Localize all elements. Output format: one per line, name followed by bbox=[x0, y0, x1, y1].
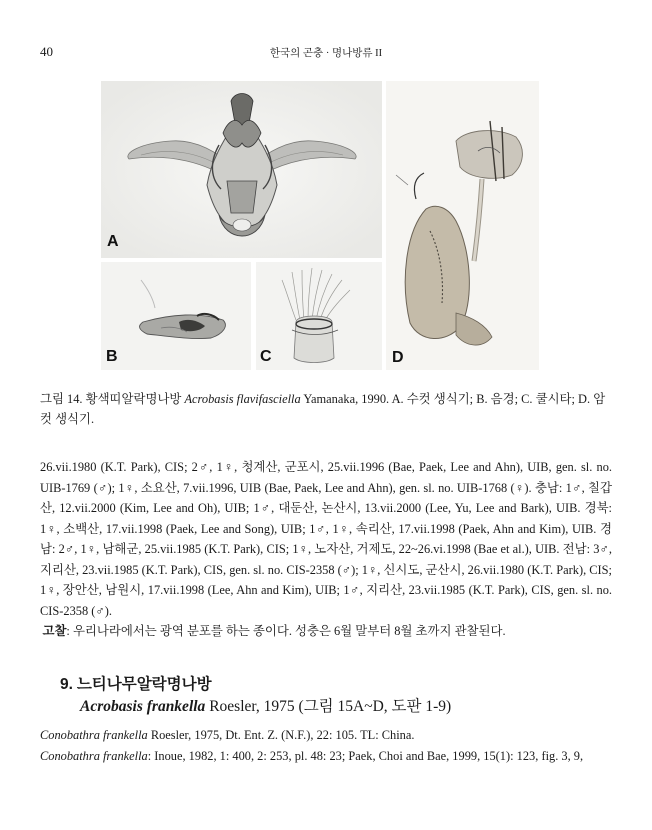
caption-parts: A. 수컷 생식기; B. 음경; C. 쿨시타; D. 암컷 생식기. bbox=[40, 392, 606, 426]
species-scientific-name: Acrobasis frankella bbox=[80, 698, 206, 715]
figure-panel-c bbox=[256, 262, 382, 370]
species-heading-line1 bbox=[60, 674, 451, 696]
synonym-name: Conobathra frankella bbox=[40, 728, 148, 742]
species-heading-line2 bbox=[60, 696, 451, 718]
running-title: 한국의 곤충 · 명나방류 II bbox=[269, 48, 383, 59]
species-korean-name: 느티나무알락명나방 bbox=[76, 676, 212, 693]
records-section bbox=[40, 457, 612, 642]
remark-text: : 우리나라에서는 광역 분포를 하는 종이다. 성충은 6월 말부터 8월 초까지 관찰된다. bbox=[66, 624, 506, 638]
figure-panel-a bbox=[101, 81, 382, 258]
caption-species: Acrobasis flavifasciella bbox=[184, 392, 301, 406]
caption-author: Yamanaka, 1990. bbox=[300, 392, 390, 406]
species-heading bbox=[60, 674, 451, 718]
aedeagus-image bbox=[101, 262, 251, 370]
material-records: 26.vii.1980 (K.T. Park), CIS; 2♂, 1♀, 청계산, 군포시, 25.vii.1996 (Bae, Paek, Lee and Ahn), UIB, gen. sl. no. UIB-1769 (♂); 1♀, 소요산, 7.vii.1996, UIB (Bae, Paek, Lee and Ahn), gen. sl. no. UIB-1768 (♀). 충남: 1♂, 칠갑산, 12.vii.2000 (Kim, Lee and Oh), UIB; 1♂, 대둔산, 논산시, 13.vii.2000 (Lee, Yu, Lee and Bark), UIB. 경북: 1♀, 소백산, 17.vii.1998 (Paek, Lee and Song), UIB; 1♂, 1♀, 속리산, 17.vii.1998 (Paek, Ahn and Kim), UIB. 경남: 2♂, 1♀, 남해군, 25.vii.1985 (K.T. Park), CIS; 1♀, 노자산, 거제도, 22~26.vi.1998 (Bae et al.), UIB. 전남: 3♂, 지리산, 23.vii.1985 (K.T. Park), CIS, gen. sl. no. CIS-2358 (♂); 1♀, 신시도, 군산시, 26.vii.1980 (K.T. Park), CIS; 1♀, 장안산, 남원시, 17.vii.1998 (Lee, Ahn and Kim), UIB; 1♂, 지리산, 23.vii.1985 (K.T. Park), CIS, gen. sl. no. CIS-2358 (♂). bbox=[40, 460, 612, 618]
species-author: Roesler, 1975 (그림 15A~D, 도판 1-9) bbox=[205, 698, 452, 715]
female-genitalia-image bbox=[386, 81, 539, 370]
synonym-reference: Roesler, 1975, Dt. Ent. Z. (N.F.), 22: 105. TL: China. bbox=[147, 728, 415, 742]
remark-label: 고찰 bbox=[42, 624, 67, 638]
panel-label-a: A bbox=[107, 233, 119, 250]
panel-label-d: D bbox=[392, 349, 404, 366]
culcita-image bbox=[256, 262, 382, 370]
panel-label-b: B bbox=[106, 348, 118, 365]
synonym-name: Conobathra frankella bbox=[40, 748, 148, 763]
figure-caption bbox=[40, 389, 612, 429]
panel-label-c: C bbox=[260, 348, 272, 365]
caption-prefix: 그림 14. 황색띠알락명나방 bbox=[40, 392, 185, 406]
male-genitalia-image bbox=[101, 81, 382, 258]
figure-panel-d bbox=[386, 81, 539, 370]
figure-panel-b bbox=[101, 262, 251, 370]
species-number: 9. bbox=[60, 676, 73, 693]
synonym-entry bbox=[40, 725, 612, 746]
synonymy-section bbox=[40, 725, 612, 766]
synonym-entry bbox=[40, 746, 612, 767]
synonym-reference: : Inoue, 1982, 1: 400, 2: 253, pl. 48: 23; Paek, Choi and Bae, 1999, 15(1): 123, fig. 3, 9, bbox=[147, 748, 584, 763]
remark-paragraph bbox=[40, 621, 612, 642]
page-number: 40 bbox=[40, 44, 53, 59]
